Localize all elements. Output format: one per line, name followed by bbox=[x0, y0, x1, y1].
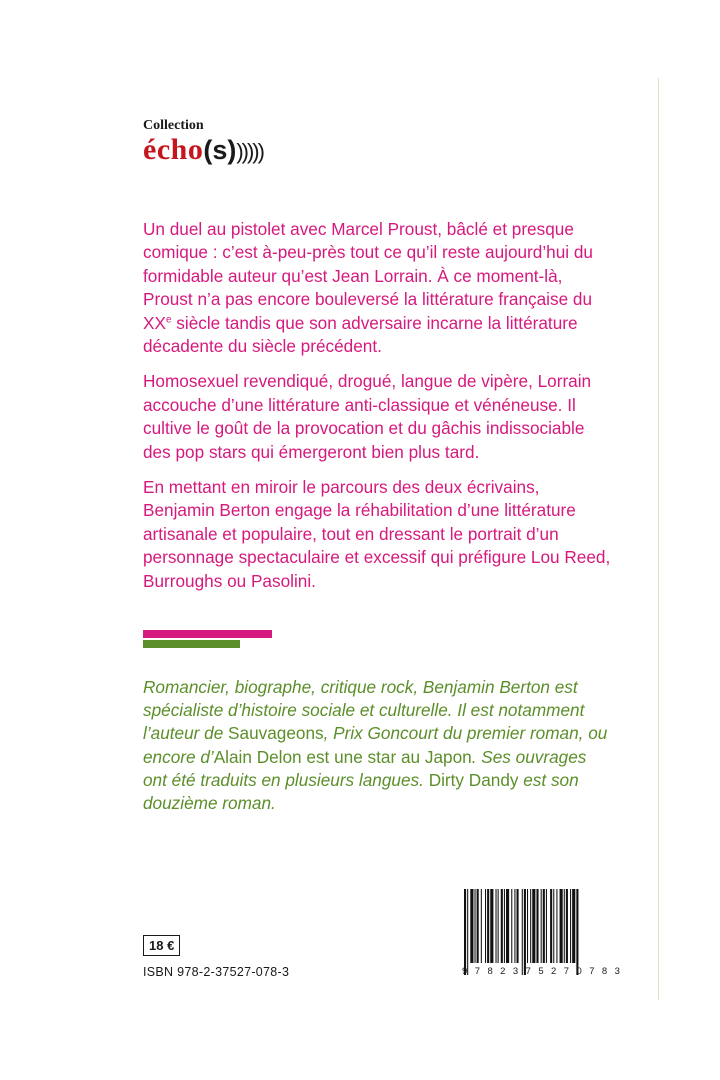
book-pitch bbox=[143, 218, 613, 605]
pink-divider-bar bbox=[143, 630, 272, 638]
barcode-digit: 7 bbox=[589, 966, 595, 977]
barcode-digit: 3 bbox=[512, 966, 519, 977]
barcode-digit: 7 bbox=[474, 966, 481, 977]
barcode-digit: 2 bbox=[500, 966, 506, 977]
barcode-digit: 9 bbox=[462, 966, 468, 977]
pitch-paragraph-1: Un duel au pistolet avec Marcel Proust, bâclé et presque comique : c’est à-peu-près tout ce qu’il reste aujourd’hui du formidable auteur qu’est Jean Lorrain. À ce moment-là, Proust n’a pas encore bouleversé la littérature française du XXe siècle tandis que son adversaire incarne la littérature décadente du siècle précédent. bbox=[143, 219, 593, 357]
barcode-digit: 8 bbox=[601, 966, 608, 977]
book-title-sauvageons: Sauvageons bbox=[228, 723, 324, 744]
barcode-digit: 8 bbox=[487, 966, 493, 977]
book-title-dirty-dandy: Dirty Dandy bbox=[428, 769, 519, 790]
author-bio: Romancier, biographe, critique rock, Benjamin Berton est spécialiste d’histoire sociale et culturelle. Il est notamment l’auteur de Sauvageons, Prix Goncourt du premier roman, ou encore d’Alain Delon est une star au Japon. Ses ouvrages ont été traduits en plusieurs langues. Dirty Dandy est son douzième roman. bbox=[143, 677, 608, 814]
collection-label: Collection bbox=[143, 118, 204, 133]
isbn-text: ISBN 978-2-37527-078-3 bbox=[143, 965, 290, 979]
barcode-digit: 5 bbox=[538, 966, 544, 977]
price-box: 18 € bbox=[143, 935, 180, 956]
collection-logo-echo: écho bbox=[143, 133, 204, 166]
barcode-digits bbox=[462, 966, 620, 977]
barcode-digit: 0 bbox=[576, 966, 582, 977]
green-divider-bar bbox=[143, 640, 240, 648]
collection-logo bbox=[143, 133, 263, 169]
spine-fold-line bbox=[658, 78, 659, 1000]
sound-waves-icon: ))))) bbox=[236, 139, 263, 164]
pitch-paragraph-2: Homosexuel revendiqué, drogué, langue de vipère, Lorrain accouche d’une littérature anti-classique et vénéneuse. Il cultive le goût de la provocation et du gâchis indissociable des pop stars qui émergeront bien plus tard. bbox=[143, 371, 592, 462]
barcode-digit: 7 bbox=[563, 966, 570, 977]
barcode-digit: 7 bbox=[525, 966, 531, 977]
collection-logo-s: (s) bbox=[203, 135, 237, 165]
barcode-digit: 2 bbox=[551, 966, 557, 977]
pitch-paragraph-3: En mettant en miroir le parcours des deux écrivains, Benjamin Berton engage la réhabilitation d’une littérature artisanale et populaire, tout en dressant le portrait d’un personnage spectaculaire et excessif qui préfigure Lou Reed, Burroughs ou Pasolini. bbox=[143, 477, 611, 591]
barcode-digit: 3 bbox=[614, 966, 620, 977]
book-title-alain-delon: Alain Delon est une star au Japon bbox=[213, 746, 472, 767]
